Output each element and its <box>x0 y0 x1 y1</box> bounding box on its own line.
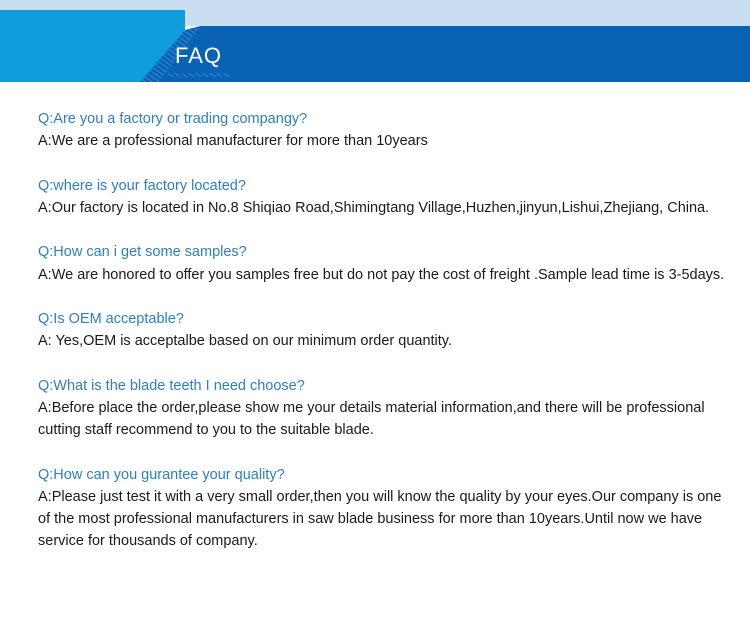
faq-item <box>38 375 728 442</box>
faq-question: Q:How can you gurantee your quality? <box>38 466 285 483</box>
faq-answer: A:Please just test it with a very small order,then you will know the quality by your eyes.Our company is one of the most professional manufacturers in saw blade business for more than 10years.Until now we have service for thousands of company. <box>38 488 722 550</box>
page-title: FAQ <box>175 43 223 68</box>
faq-item <box>38 175 728 219</box>
faq-answer: A:Before place the order,please show me your details material information,and there will be professional cutting staff recommend to you to the suitable blade. <box>38 400 705 439</box>
faq-item <box>38 308 728 352</box>
faq-banner <box>0 0 750 82</box>
banner-graphic <box>0 0 750 82</box>
faq-question: Q:What is the blade teeth I need choose? <box>38 377 305 394</box>
title-underline <box>168 73 230 77</box>
faq-item <box>38 464 728 553</box>
faq-answer: A:We are a professional manufacturer for more than 10years <box>38 133 428 150</box>
faq-question: Q:where is your factory located? <box>38 177 246 194</box>
faq-answer: A:We are honored to offer you samples free but do not pay the cost of freight .Sample lead time is 3-5days. <box>38 266 725 283</box>
dark-blue-block <box>158 26 750 82</box>
faq-item <box>38 241 728 285</box>
faq-question: Q:How can i get some samples? <box>38 244 247 261</box>
faq-answer: A: Yes,OEM is acceptalbe based on our minimum order quantity. <box>38 333 453 350</box>
faq-item <box>38 108 728 152</box>
faq-answer: A:Our factory is located in No.8 Shiqiao Road,Shimingtang Village,Huzhen,jinyun,Lishui,Zhejiang, China. <box>38 199 710 216</box>
faq-question: Q:Is OEM acceptable? <box>38 311 184 328</box>
faq-question: Q:Are you a factory or trading compangy? <box>38 111 308 127</box>
faq-list <box>38 108 728 575</box>
